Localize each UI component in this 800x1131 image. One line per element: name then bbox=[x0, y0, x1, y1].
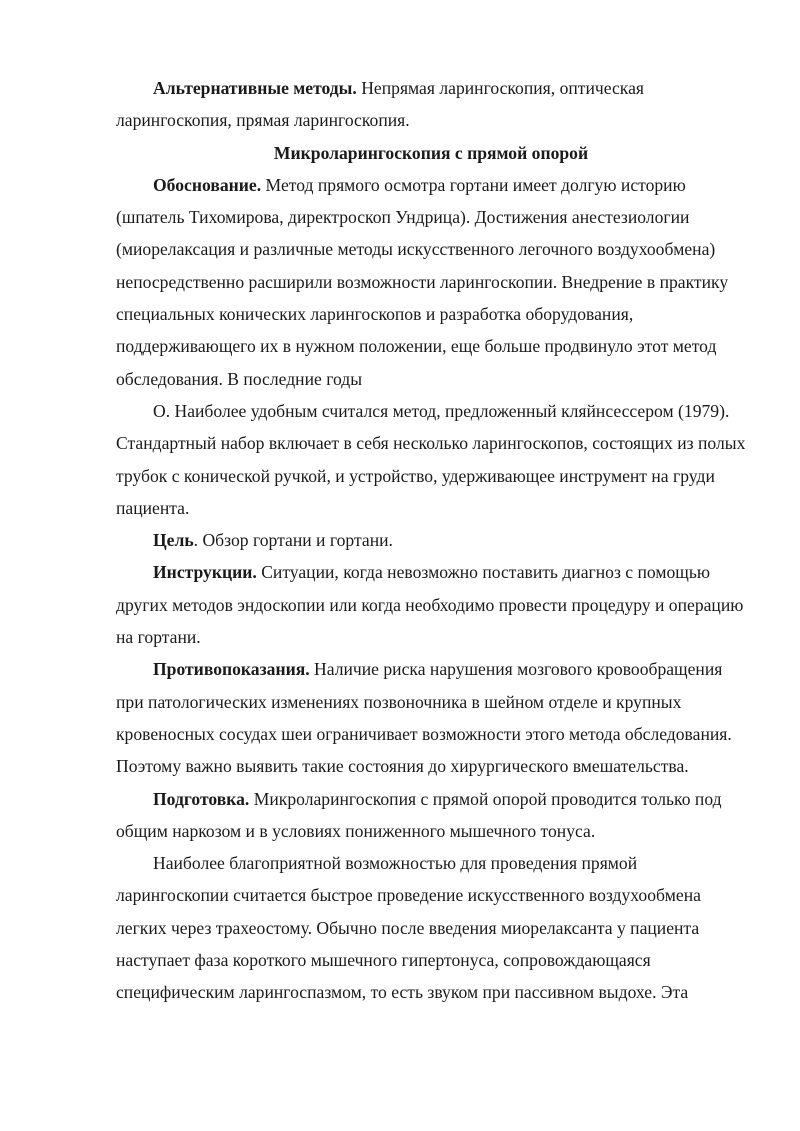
paragraph-text: Метод прямого осмотра гортани имеет долгую историю (шпатель Тихомирова, директроскоп Ундрица). Достижения анестезиологии (миорелаксация и различные методы искусственного легочного воздухообмена) непосредственно расширили возможности ларингоскопии. Внедрение в практику специальных конических ларингоскопов и разработка оборудования, поддерживающего их в нужном положении, еще больше продвинуло этот метод обследования. В последние годы bbox=[116, 174, 729, 389]
section-heading: Микроларингоскопия с прямой опорой bbox=[273, 142, 589, 163]
paragraph-text: Наиболее благоприятной возможностью для проведения прямой ларингоскопии считается быстрое проведение искусственного воздухообмена легких через трахеостому. Обычно после введения миорелаксанта у пациента наступает фаза короткого мышечного гипертонуса, сопровождающаяся специфическим ларингоспазмом, то есть звуком при пассивном выдохе. Эта bbox=[116, 853, 701, 1003]
paragraph-tracheostomy bbox=[116, 847, 746, 1008]
paragraph-goal bbox=[116, 524, 746, 556]
paragraph-lead: Подготовка. bbox=[153, 788, 250, 809]
paragraph-text: Наличие риска нарушения мозгового кровообращения при патологических изменениях позвоночника в шейном отделе и крупных кровеносных сосудах шеи ограничивает возможности этого метода обследования. Поэтому важно выявить такие состояния до хирургического вмешательства. bbox=[116, 659, 732, 777]
paragraph-lead: Альтернативные методы. bbox=[153, 78, 357, 98]
paragraph-indications bbox=[116, 556, 746, 653]
paragraph-text: Непрямая ларингоскопия, оптическая ларингоскопия, прямая ларингоскопия. bbox=[116, 78, 644, 131]
paragraph-kleinsasser bbox=[116, 395, 746, 524]
paragraph-text: Микроларингоскопия с прямой опорой проводится только под общим наркозом и в условиях пониженного мышечного тонуса. bbox=[116, 788, 722, 841]
document-body bbox=[116, 72, 746, 1009]
paragraph-contraindications bbox=[116, 653, 746, 782]
paragraph-alternative-methods bbox=[116, 72, 746, 137]
paragraph-preparation bbox=[116, 783, 746, 848]
paragraph-rationale bbox=[116, 169, 746, 395]
paragraph-lead: Противопоказания. bbox=[153, 659, 310, 680]
paragraph-text: О. Наиболее удобным считался метод, предложенный кляйнсессером (1979). Стандартный набор включает в себя несколько ларингоскопов, состоящих из полых трубок с конической ручкой, и устройство, удерживающее инструмент на груди пациента. bbox=[116, 400, 746, 518]
paragraph-text: . Обзор гортани и гортани. bbox=[193, 530, 393, 551]
paragraph-lead: Цель bbox=[153, 530, 194, 551]
paragraph-lead: Инструкции. bbox=[153, 562, 257, 583]
paragraph-lead: Обоснование. bbox=[153, 174, 262, 195]
paragraph-text: Ситуации, когда невозможно поставить диагноз с помощью других методов эндоскопии или когда необходимо провести процедуру и операцию на гортани. bbox=[116, 562, 744, 648]
